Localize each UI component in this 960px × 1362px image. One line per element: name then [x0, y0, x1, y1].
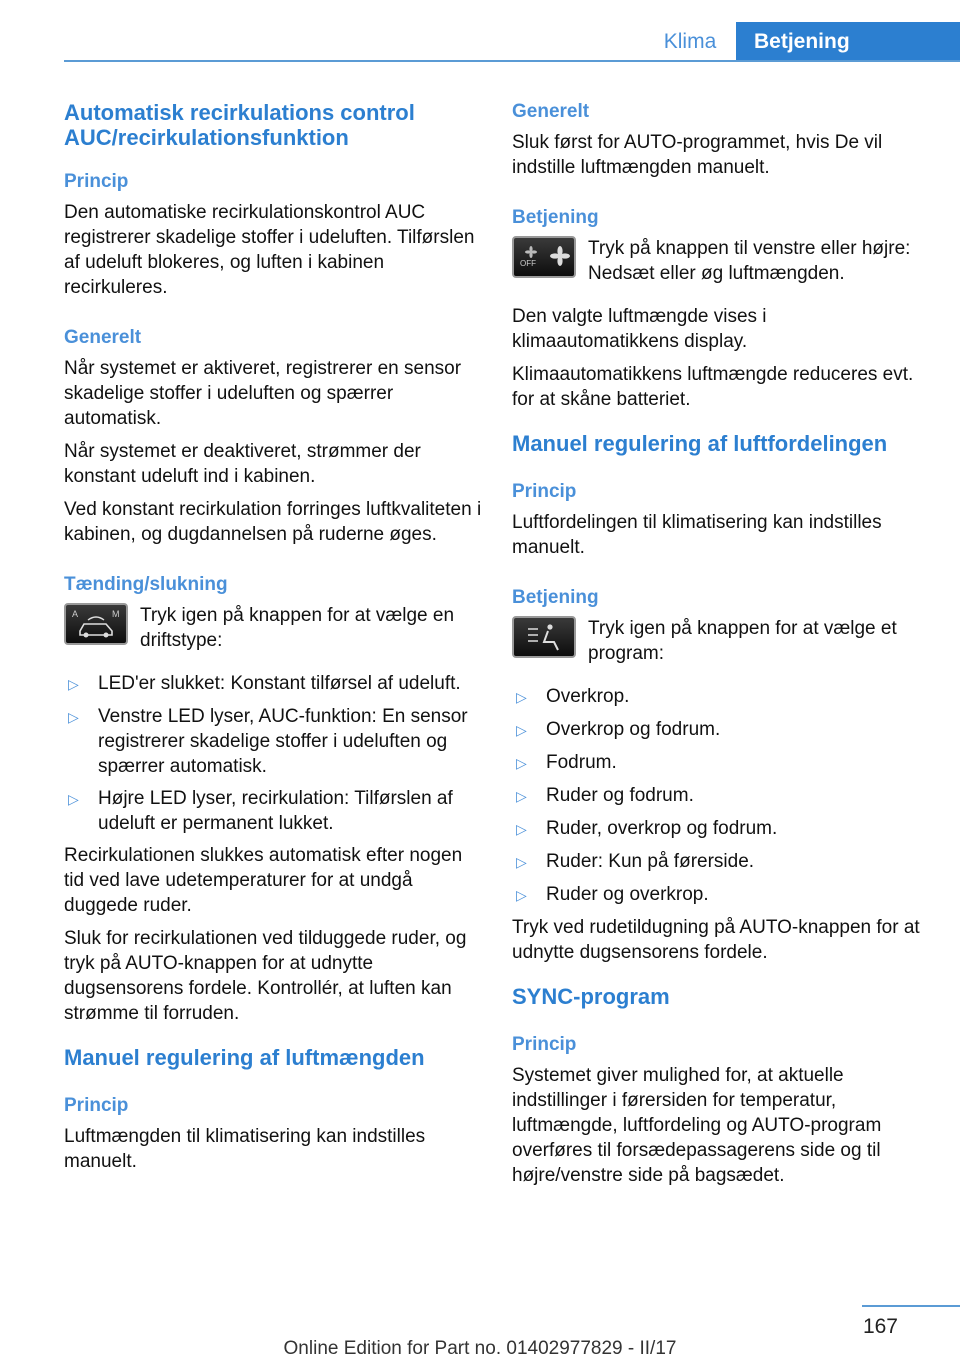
program-list — [512, 684, 932, 908]
button-instruction — [512, 616, 932, 666]
list-item: ▷ Venstre LED lyser, AUC-funktion: En sensor registrerer skadelige stoffer i udeluften og spærrer automatisk. — [64, 704, 484, 779]
list-item: ▷ Ruder og fodrum. — [512, 783, 932, 809]
subheading-princip: Princip — [64, 171, 129, 192]
tab-betjening[interactable] — [736, 22, 960, 62]
footer-rule — [862, 1305, 960, 1307]
button-instruction-text: Tryk igen på knappen for at vælge en driftstype: — [140, 605, 455, 651]
svg-text:OFF: OFF — [520, 259, 536, 268]
list-item: ▷ Fodrum. — [512, 750, 932, 776]
paragraph: Den automatiske recirkulationskontrol AUC registrerer skadelige stoffer i udeluften. Tilførslen af udeluft blokeres, og luften i kabinen recirkuleres. — [64, 202, 475, 298]
bullet-triangle-icon: ▷ — [516, 689, 527, 705]
list-item: ▷ Overkrop og fodrum. — [512, 717, 932, 743]
list-item: ▷ Ruder og overkrop. — [512, 882, 932, 908]
button-instruction-text: Tryk igen på knappen for at vælge et program: — [588, 618, 897, 664]
bullet-triangle-icon: ▷ — [516, 887, 527, 903]
bullet-triangle-icon: ▷ — [516, 722, 527, 738]
auc-recirculation-button-icon — [64, 603, 128, 645]
list-item: ▷ Ruder, overkrop og fodrum. — [512, 816, 932, 842]
bullet-triangle-icon: ▷ — [68, 709, 79, 725]
list-item: ▷ LED'er slukket: Konstant tilførsel af udeluft. — [64, 671, 484, 697]
paragraph: Den valgte luftmængde vises i klimaautomatikkens display. — [512, 306, 767, 352]
bullet-triangle-icon: ▷ — [516, 821, 527, 837]
subheading-generelt: Generelt — [512, 101, 590, 122]
bullet-triangle-icon: ▷ — [68, 676, 79, 692]
paragraph: Når systemet er aktiveret, registrerer en sensor skadelige stoffer i udeluften og spærrer automatisk. — [64, 358, 462, 429]
edition-footer: Online Edition for Part no. 01402977829 - II/17 — [283, 1338, 677, 1359]
subheading-princip: Princip — [64, 1095, 129, 1116]
right-column — [512, 100, 932, 1196]
section-title-auc: Automatisk recirkulations control AUC/recirkulationsfunktion — [64, 100, 415, 150]
button-instruction-text: Tryk på knappen til venstre eller højre: Nedsæt eller øg luftmængden. — [588, 238, 911, 284]
air-distribution-button-icon — [512, 616, 576, 658]
svg-text:A: A — [72, 609, 79, 619]
subheading-princip: Princip — [512, 1034, 577, 1055]
subheading-taending: Tænding/slukning — [64, 574, 228, 595]
paragraph: Klimaautomatikkens luftmængde reduceres evt. for at skåne batteriet. — [512, 364, 914, 410]
paragraph: Sluk først for AUTO-programmet, hvis De vil indstille luftmængden manuelt. — [512, 132, 883, 178]
header-rule — [64, 60, 960, 62]
svg-text:M: M — [112, 609, 120, 619]
list-item: ▷ Overkrop. — [512, 684, 932, 710]
paragraph: Recirkulationen slukkes automatisk efter nogen tid ved lave udetemperaturer for at undgå duggede ruder. — [64, 845, 463, 916]
paragraph: Tryk ved rudetildugning på AUTO-knappen for at udnytte dugsensorens fordele. — [512, 917, 920, 963]
list-item: ▷ Ruder: Kun på førerside. — [512, 849, 932, 875]
subheading-betjening: Betjening — [512, 207, 599, 228]
subheading-generelt: Generelt — [64, 327, 142, 348]
tab-betjening-label: Betjening — [754, 30, 850, 53]
list-item: ▷ Højre LED lyser, recirkulation: Tilførslen af udeluft er permanent lukket. — [64, 786, 484, 836]
paragraph: Luftmængden til klimatisering kan indstilles manuelt. — [64, 1126, 426, 1172]
tab-klima-label: Klima — [663, 30, 717, 53]
page-number: 167 — [862, 1315, 898, 1338]
paragraph: Luftfordelingen til klimatisering kan indstilles manuelt. — [512, 512, 882, 558]
subheading-betjening: Betjening — [512, 587, 599, 608]
subheading-princip: Princip — [512, 481, 577, 502]
section-title-luftmaengden: Manuel regulering af luftmængden — [64, 1045, 425, 1070]
paragraph: Systemet giver mulighed for, at aktuelle indstillinger i førersiden for temperatur, luftmængde, luftfordeling og AUTO-program overføres til forsædepassagerens side og til højre/venstre side på bagsædet. — [512, 1065, 882, 1186]
paragraph: Når systemet er deaktiveret, strømmer der konstant udeluft ind i kabinen. — [64, 441, 421, 487]
button-instruction — [64, 603, 484, 653]
bullet-triangle-icon: ▷ — [68, 791, 79, 807]
bullet-triangle-icon: ▷ — [516, 854, 527, 870]
button-instruction — [512, 236, 932, 286]
section-title-luftfordelingen: Manuel regulering af luftfordelingen — [512, 431, 888, 456]
paragraph: Sluk for recirkulationen ved tilduggede ruder, og tryk på AUTO-knappen for at udnytte dugsensorens fordele. Kontrollér, at luften kan strømme til forruden. — [64, 928, 467, 1024]
tab-klima[interactable] — [644, 22, 736, 62]
bullet-triangle-icon: ▷ — [516, 788, 527, 804]
paragraph: Ved konstant recirkulation forringes luftkvaliteten i kabinen, og dugdannelsen på ruderne øges. — [64, 499, 482, 545]
section-title-sync: SYNC-program — [512, 984, 670, 1009]
left-column — [64, 100, 484, 1182]
fan-speed-button-icon — [512, 236, 576, 278]
bullet-triangle-icon: ▷ — [516, 755, 527, 771]
mode-list — [64, 671, 484, 836]
